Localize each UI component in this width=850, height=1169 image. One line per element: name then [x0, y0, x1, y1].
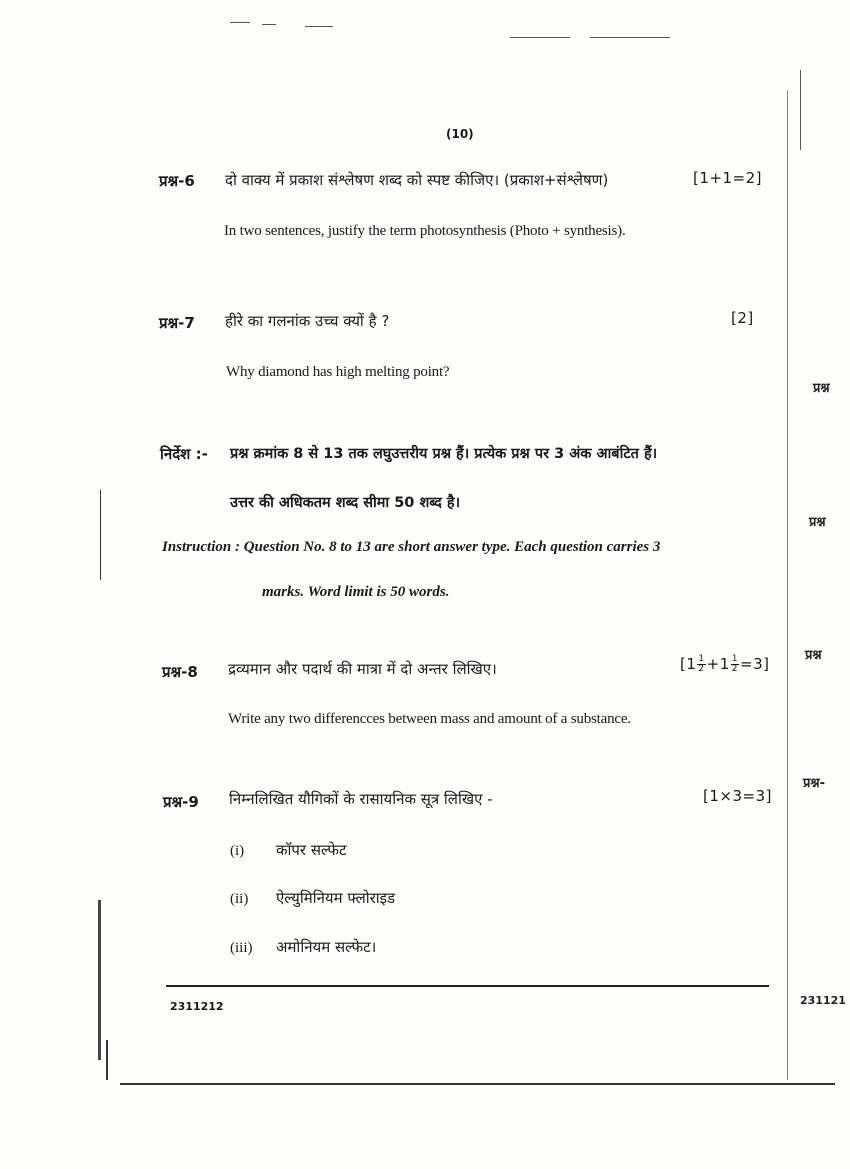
question-9-item-number: (iii) — [230, 940, 253, 956]
fraction — [731, 655, 739, 674]
scan-mark — [230, 22, 250, 23]
right-edge-label: प्रश्न — [809, 515, 826, 530]
question-7-marks: [2] — [731, 309, 754, 327]
page-number: (10) — [446, 127, 474, 141]
footer-code: 2311212 — [170, 1000, 224, 1013]
fraction-numerator: 1 — [731, 654, 738, 664]
scan-edge — [106, 1040, 108, 1080]
question-9-item-text: ऐल्युमिनियम फ्लोराइड — [276, 889, 396, 907]
instruction-hindi-line2: उत्तर की अधिकतम शब्द सीमा 50 शब्द है। — [230, 495, 461, 511]
fraction-denominator: 2 — [698, 664, 705, 674]
question-9-marks: [1×3=3] — [703, 787, 772, 805]
right-edge-code: 231121 — [800, 994, 846, 1007]
fraction — [697, 655, 705, 674]
question-8-hindi: द्रव्यमान और पदार्थ की मात्रा में दो अन्तर लिखिए। — [228, 660, 497, 678]
instruction-english-line1: Instruction : Question No. 8 to 13 are short answer type. Each question carries 3 — [162, 539, 661, 555]
question-8-english: Write any two differencces between mass and amount of a substance. — [228, 711, 631, 727]
scan-edge — [100, 490, 101, 580]
scan-mark — [305, 26, 333, 27]
question-9-item-text: अमोनियम सल्फेट। — [276, 938, 377, 956]
question-7-english: Why diamond has high melting point? — [226, 364, 450, 380]
question-6-hindi: दो वाक्य में प्रकाश संश्लेषण शब्द को स्पष्ट कीजिए। (प्रकाश+संश्लेषण) — [225, 171, 609, 189]
bottom-edge — [120, 1083, 835, 1085]
scan-edge — [98, 900, 101, 1060]
question-9-hindi: निम्नलिखित यौगिकों के रासायनिक सूत्र लिखिए - — [229, 790, 493, 808]
instruction-hindi-label: निर्देश :- — [160, 445, 208, 463]
instruction-hindi-line1: प्रश्न क्रमांक 8 से 13 तक लघुउत्तरीय प्रश्न हैं। प्रत्येक प्रश्न पर 3 अंक आबंटित हैं। — [230, 446, 658, 462]
question-6-label: प्रश्न-6 — [159, 172, 195, 190]
right-edge-label: प्रश्न- — [803, 776, 825, 791]
question-9-label: प्रश्न-9 — [163, 793, 199, 811]
marks-part: [1 — [680, 655, 697, 673]
question-9-item-number: (i) — [230, 843, 245, 859]
fraction-denominator: 2 — [731, 664, 738, 674]
marks-part: =3] — [740, 655, 770, 673]
question-7-hindi: हीरे का गलनांक उच्च क्यों है ? — [225, 312, 390, 330]
question-9-item-text: कॉपर सल्फेट — [276, 841, 347, 859]
question-6-marks: [1+1=2] — [693, 169, 762, 187]
question-8-label: प्रश्न-8 — [162, 663, 198, 681]
question-6-english: In two sentences, justify the term photosynthesis (Photo + synthesis). — [224, 223, 626, 239]
page-edge — [787, 90, 788, 1080]
instruction-english-line2: marks. Word limit is 50 words. — [262, 584, 450, 600]
scan-mark — [510, 37, 570, 38]
question-9-item-number: (ii) — [230, 891, 249, 907]
scan-mark — [262, 24, 276, 25]
scan-mark — [590, 37, 670, 38]
fraction-numerator: 1 — [698, 654, 705, 664]
right-edge-label: प्रश्न — [805, 648, 822, 663]
footer-divider — [166, 985, 769, 987]
right-edge-label: प्रश्न — [813, 381, 830, 396]
marks-part: +1 — [706, 655, 730, 673]
question-8-marks — [680, 655, 769, 674]
question-7-label: प्रश्न-7 — [159, 314, 195, 332]
page-edge — [800, 70, 801, 150]
